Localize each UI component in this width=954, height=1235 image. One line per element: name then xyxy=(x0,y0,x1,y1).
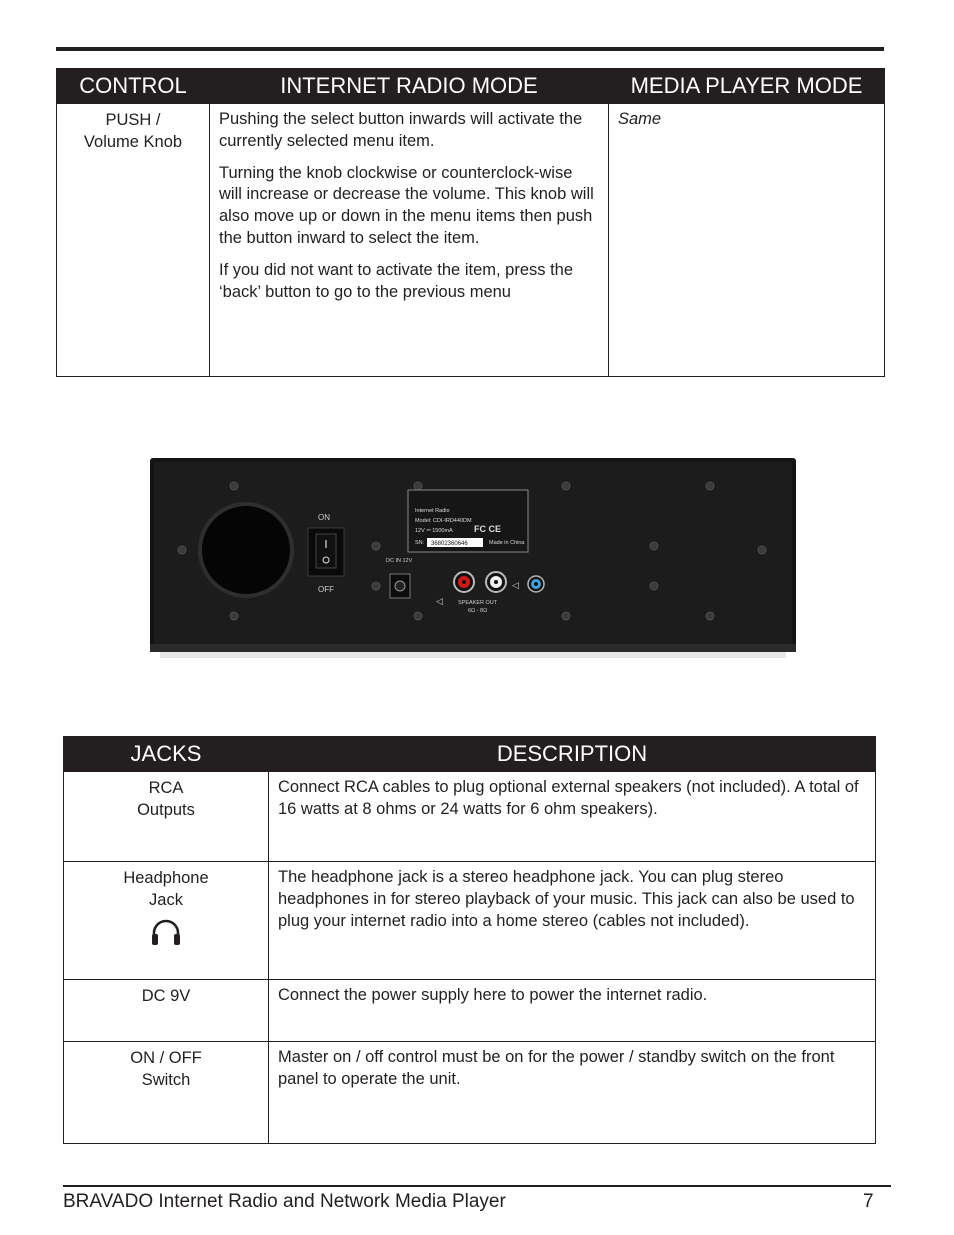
jack-name-line1: DC 9V xyxy=(141,987,191,1005)
media-mode-cell xyxy=(609,104,885,377)
jack-name-line1: Headphone xyxy=(123,869,209,887)
jack-name-cell xyxy=(64,772,269,862)
table-row xyxy=(64,772,876,862)
speaker-ohm-label: 6Ω - 8Ω xyxy=(468,608,488,614)
label-made-in: Made in China xyxy=(489,540,525,546)
table-row xyxy=(64,862,876,980)
label-power: 12V ⎓ 1500mA xyxy=(415,528,453,534)
jack-description: Connect the power supply here to power the internet radio. xyxy=(278,986,708,1004)
jack-name-cell xyxy=(64,862,269,980)
svg-text:FC CE: FC CE xyxy=(474,524,501,534)
switch-on-label: ON xyxy=(318,513,330,522)
page-number: 7 xyxy=(863,1191,874,1212)
media-mode-text: Same xyxy=(618,110,662,128)
header-media-player-mode: MEDIA PLAYER MODE xyxy=(609,68,885,104)
jack-description-cell xyxy=(269,1042,876,1144)
svg-text:◁: ◁ xyxy=(512,581,519,591)
label-serial: 36802360646 xyxy=(431,541,468,547)
table-row xyxy=(64,980,876,1042)
radio-paragraph: Pushing the select button inwards will activate the currently selected menu item. xyxy=(219,110,583,150)
jack-name-cell xyxy=(64,1042,269,1144)
jack-description-cell xyxy=(269,862,876,980)
header-jacks: JACKS xyxy=(64,736,269,772)
jack-description-cell xyxy=(269,980,876,1042)
radio-paragraph: If you did not want to activate the item, press the ‘back’ button to go to the previous menu xyxy=(219,260,574,301)
table-row xyxy=(64,1042,876,1144)
bottom-rule xyxy=(63,1185,891,1187)
jack-description: Master on / off control must be on for the power / standby switch on the front panel to operate the unit. xyxy=(278,1048,835,1088)
control-name-line2: Volume Knob xyxy=(83,132,183,151)
jack-name-line2: Outputs xyxy=(137,800,195,819)
jack-name-line2: Jack xyxy=(149,890,183,909)
controls-table xyxy=(56,68,885,377)
control-name-line1: PUSH / xyxy=(105,111,161,129)
control-cell xyxy=(57,104,210,377)
radio-mode-cell xyxy=(210,104,609,377)
controls-header-row xyxy=(57,68,885,104)
headphone-icon xyxy=(149,918,183,946)
label-model: Model: CDI-IRD440DM xyxy=(415,518,472,524)
header-description: DESCRIPTION xyxy=(269,736,876,772)
footer-title: BRAVADO Internet Radio and Network Media Player xyxy=(63,1191,506,1212)
jacks-table xyxy=(63,736,876,1144)
speaker-out-label: SPEAKER OUT xyxy=(458,600,498,606)
label-sn-prefix: SN: xyxy=(415,540,425,546)
jack-description-cell xyxy=(269,772,876,862)
header-control: CONTROL xyxy=(57,68,210,104)
jack-description: The headphone jack is a stereo headphone jack. You can plug stereo headphones in for stereo playback of your music. This jack can also be used to plug your internet radio into a home stereo (cables not included). xyxy=(278,868,855,930)
device-rear-panel-photo xyxy=(150,452,796,660)
header-internet-radio-mode: INTERNET RADIO MODE xyxy=(210,68,609,104)
top-rule xyxy=(56,47,884,51)
jack-name-cell xyxy=(64,980,269,1042)
radio-paragraph: Turning the knob clockwise or counterclock-wise will increase or decrease the volume. This knob will also move up or down in the menu items then push the button inward to select the item. xyxy=(219,163,594,247)
dc-in-label: DC IN 12V xyxy=(386,558,413,564)
jack-description: Connect RCA cables to plug optional external speakers (not included). A total of 16 watts at 8 ohms or 24 watts for 6 ohm speakers). xyxy=(278,778,859,818)
svg-text:◁: ◁ xyxy=(436,597,443,607)
jacks-header-row xyxy=(64,736,876,772)
jack-name-line1: ON / OFF xyxy=(130,1049,202,1067)
jack-name-line2: Switch xyxy=(141,1070,191,1089)
label-title: Internet Radio xyxy=(415,508,450,514)
switch-off-label: OFF xyxy=(318,585,334,594)
jack-name-line1: RCA xyxy=(148,779,184,797)
table-row xyxy=(57,104,885,377)
